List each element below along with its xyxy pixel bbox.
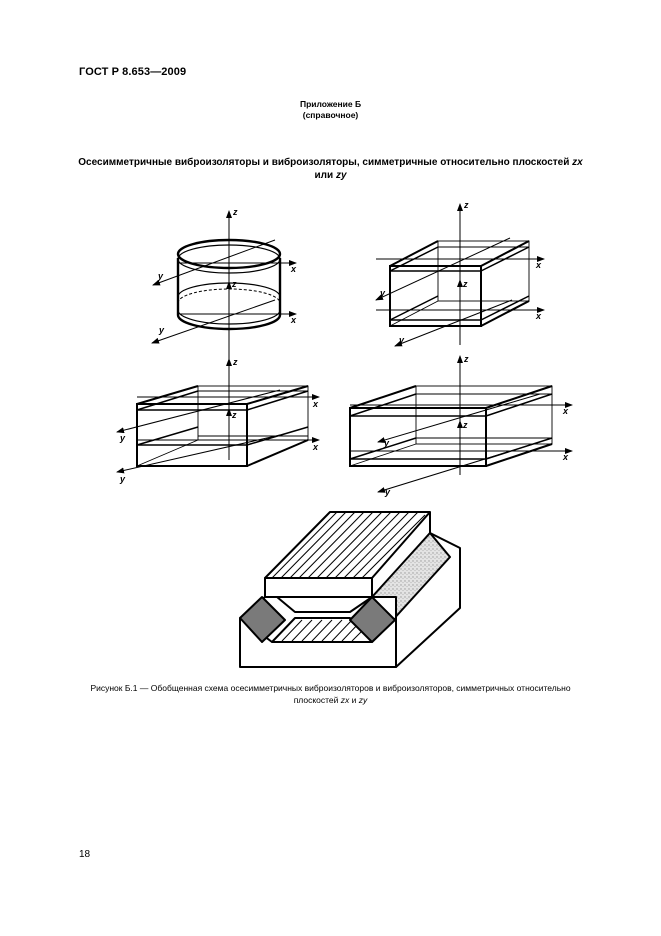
- figure-caption-and: и: [351, 695, 357, 705]
- document-code: ГОСТ Р 8.653—2009: [79, 66, 187, 78]
- axis-y-label-2: y: [159, 325, 165, 335]
- section-title-zy: zy: [335, 170, 347, 181]
- axis-z-label: z: [233, 207, 238, 217]
- axis-x2-b3: x: [563, 452, 569, 462]
- axis-z-inner-label: z: [232, 279, 237, 289]
- axis-z-inner-b2: z: [232, 410, 237, 420]
- axis-x-b1: x: [536, 260, 542, 270]
- figure-caption-main: Рисунок Б.1 — Обобщенная схема осесимметричных виброизоляторов и виброизоляторов, симметричных относительно плоскостей: [90, 683, 571, 705]
- section-title-main: Осесимметричные виброизоляторы и виброизоляторы, симметричные относительно плоскостей: [78, 157, 570, 168]
- axis-z-b3: z: [464, 354, 469, 364]
- box-isolator-diagram-3: [350, 354, 572, 497]
- axis-z-inner-b3: z: [463, 420, 468, 430]
- appendix-note: (справочное): [302, 110, 359, 120]
- axis-y-b2: y: [120, 433, 126, 443]
- section-title-zx: zx: [572, 157, 583, 168]
- appendix-title: Приложение Б: [299, 99, 362, 109]
- axis-z-inner-b1: z: [463, 279, 468, 289]
- axis-x2-b1: x: [536, 311, 542, 321]
- figure-caption: [70, 682, 591, 706]
- axis-y2-b2: y: [120, 474, 126, 484]
- axis-x-label-2: x: [291, 315, 297, 325]
- axis-x-label: x: [291, 264, 297, 274]
- section-title-or: или: [314, 170, 334, 181]
- box-isolator-diagram-2: [117, 357, 319, 484]
- axis-y-b1: y: [380, 288, 386, 298]
- figure-caption-zy: zy: [358, 695, 368, 705]
- axis-z-label-b1: z: [464, 200, 469, 210]
- cylinder-isolator-diagram: [152, 207, 297, 362]
- axis-y-b3: y: [384, 438, 390, 448]
- box-isolator-diagram-1: [376, 200, 544, 346]
- axis-x2-b2: x: [313, 442, 319, 452]
- axis-y2-b1: y: [399, 335, 405, 345]
- axis-y-label: y: [158, 271, 164, 281]
- axis-z-b2: z: [233, 357, 238, 367]
- axis-x-b3: x: [563, 406, 569, 416]
- axis-x-b2: x: [313, 399, 319, 409]
- v-block-isolator-diagram: [240, 512, 460, 667]
- page-number: 18: [79, 849, 91, 860]
- figure-caption-zx: zx: [340, 695, 350, 705]
- axis-y2-b3: y: [385, 487, 391, 497]
